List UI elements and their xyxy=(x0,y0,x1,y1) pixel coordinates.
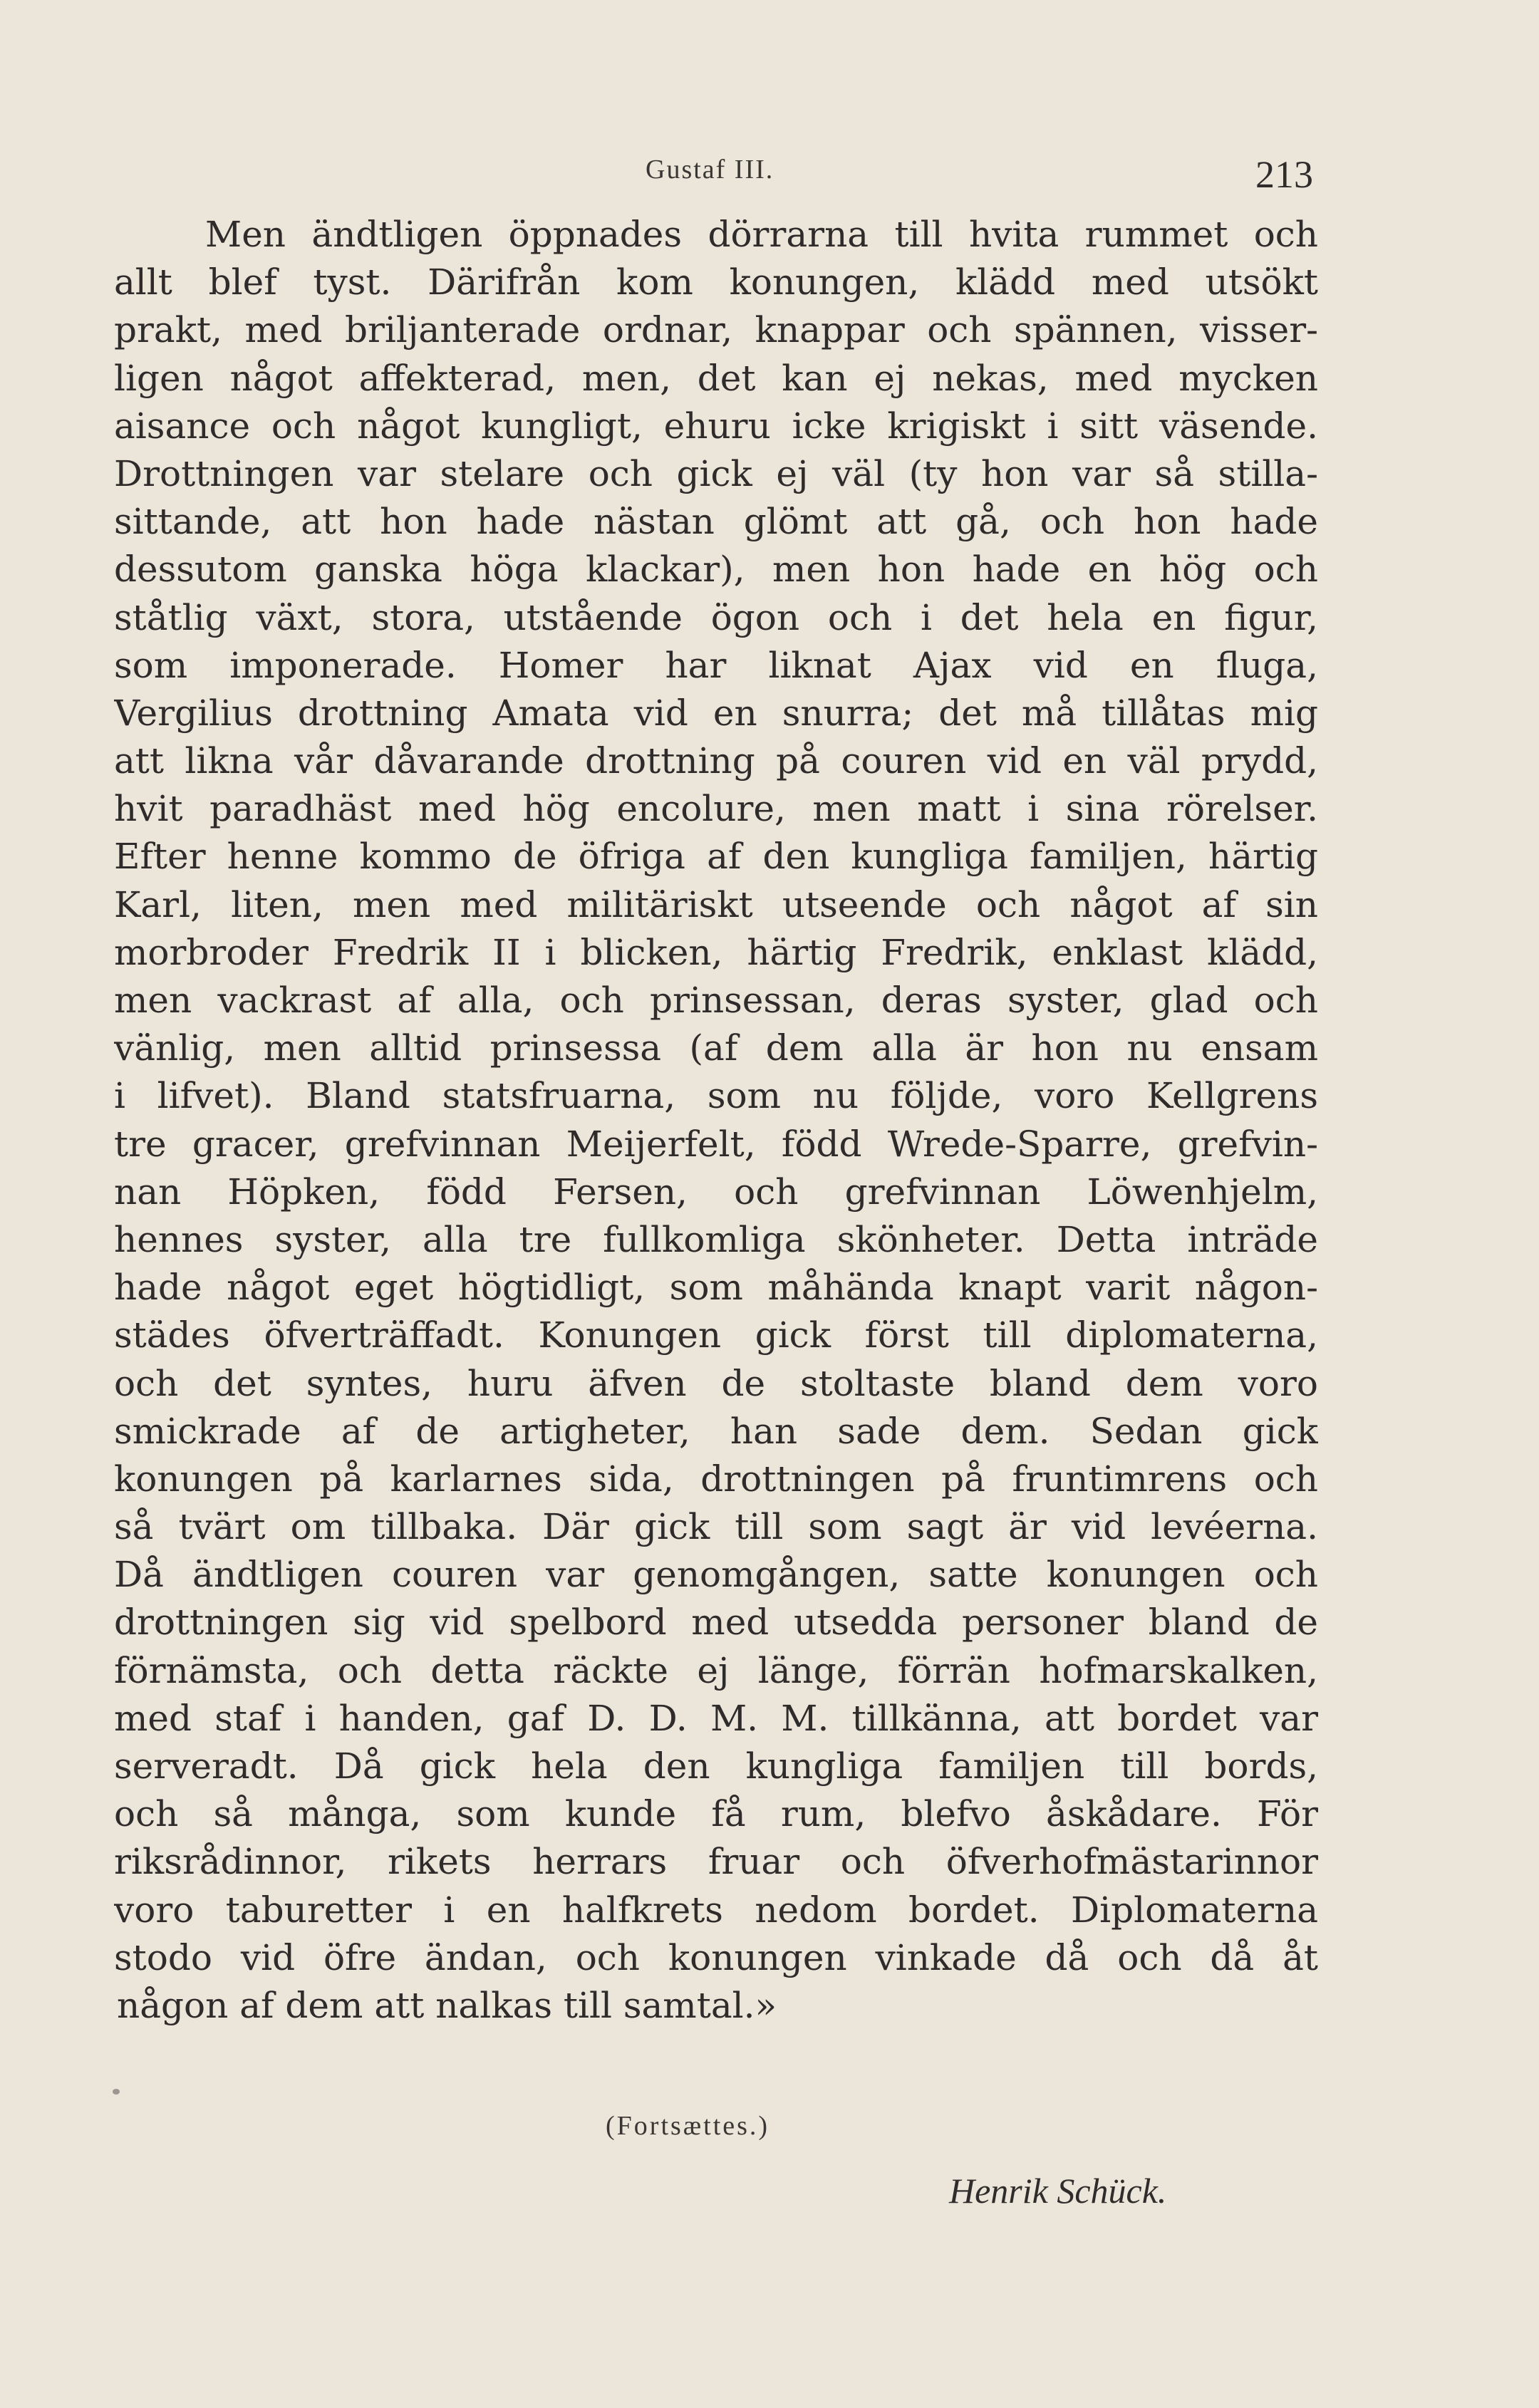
text-line: Karl, liten, men med militäriskt utseende och något af sin xyxy=(114,883,1318,925)
text-line: städes öfverträffadt. Konungen gick först till diplomaterna, xyxy=(114,1314,1318,1356)
text-line: så tvärt om tillbaka. Där gick till som sagt är vid levéerna. xyxy=(114,1506,1318,1548)
author-signature: Henrik Schück. xyxy=(949,2171,1167,2211)
text-line: ståtlig växt, stora, utstående ögon och i det hela en figur, xyxy=(114,596,1318,638)
text-line: Då ändtligen couren var genomgången, satte konungen och xyxy=(114,1554,1318,1596)
text-line: ligen något affekterad, men, det kan ej nekas, med mycken xyxy=(114,357,1318,399)
text-line: Men ändtligen öppnades dörrarna till hvita rummet och xyxy=(205,214,1318,255)
text-line: Vergilius drottning Amata vid en snurra; det må tillåtas mig xyxy=(114,692,1318,734)
text-line: som imponerade. Homer har liknat Ajax vid en fluga, xyxy=(114,644,1318,686)
text-line: men vackrast af alla, och prinsessan, deras syster, glad och xyxy=(114,980,1318,1021)
text-line: smickrade af de artigheter, han sade dem. Sedan gick xyxy=(114,1410,1318,1452)
page-number: 213 xyxy=(1255,153,1313,196)
text-line: och det syntes, huru äfven de stoltaste bland dem voro xyxy=(114,1362,1318,1404)
text-line: dessutom ganska höga klackar), men hon hade en hög och xyxy=(114,549,1318,591)
text-line: någon af dem att nalkas till samtal.» xyxy=(117,1984,777,2026)
text-line: Efter henne kommo de öfriga af den kungliga familjen, härtig xyxy=(114,836,1318,878)
continued-note: (Fortsættes.) xyxy=(606,2111,770,2141)
text-line: tre gracer, grefvinnan Meijerfelt, född Wrede-Sparre, grefvin- xyxy=(114,1123,1318,1165)
text-line: morbroder Fredrik II i blicken, härtig Fredrik, enklast klädd, xyxy=(114,931,1318,973)
text-line: prakt, med briljanterade ordnar, knappar och spännen, visser- xyxy=(114,309,1318,351)
text-line: riksrådinnor, rikets herrars fruar och öfverhofmästarinnor xyxy=(114,1841,1318,1883)
text-line: allt blef tyst. Därifrån kom konungen, klädd med utsökt xyxy=(114,261,1318,303)
text-line: att likna vår dåvarande drottning på couren vid en väl prydd, xyxy=(114,740,1318,782)
text-line: med staf i handen, gaf D. D. M. M. tillkänna, att bordet var xyxy=(114,1697,1318,1739)
text-line: drottningen sig vid spelbord med utsedda personer bland de xyxy=(114,1602,1318,1644)
text-line: serveradt. Då gick hela den kungliga familjen till bords, xyxy=(114,1745,1318,1787)
text-line: nan Höpken, född Fersen, och grefvinnan Löwenhjelm, xyxy=(114,1171,1318,1213)
text-line: Drottningen var stelare och gick ej väl (ty hon var så stilla- xyxy=(114,452,1318,494)
text-line: hvit paradhäst med hög encolure, men matt i sina rörelser. xyxy=(114,788,1318,830)
body-text xyxy=(114,211,1318,2030)
text-line: konungen på karlarnes sida, drottningen på fruntimrens och xyxy=(114,1458,1318,1500)
text-line: aisance och något kungligt, ehuru icke krigiskt i sitt väsende. xyxy=(114,405,1318,447)
text-line: sittande, att hon hade nästan glömt att gå, och hon hade xyxy=(114,501,1318,543)
text-line: vänlig, men alltid prinsessa (af dem alla är hon nu ensam xyxy=(114,1027,1318,1069)
text-line: i lifvet). Bland statsfruarna, som nu följde, voro Kellgrens xyxy=(114,1075,1318,1117)
ink-speck xyxy=(113,2089,120,2095)
running-title: Gustaf III. xyxy=(646,155,774,185)
text-line: stodo vid öfre ändan, och konungen vinkade då och då åt xyxy=(114,1936,1318,1978)
text-line: hade något eget högtidligt, som måhända knapt varit någon- xyxy=(114,1267,1318,1309)
text-line: hennes syster, alla tre fullkomliga skönheter. Detta inträde xyxy=(114,1218,1318,1260)
text-line: voro taburetter i en halfkrets nedom bordet. Diplomaterna xyxy=(114,1889,1318,1931)
text-line: och så många, som kunde få rum, blefvo åskådare. För xyxy=(114,1793,1318,1835)
text-line: förnämsta, och detta räckte ej länge, förrän hofmarskalken, xyxy=(114,1649,1318,1691)
